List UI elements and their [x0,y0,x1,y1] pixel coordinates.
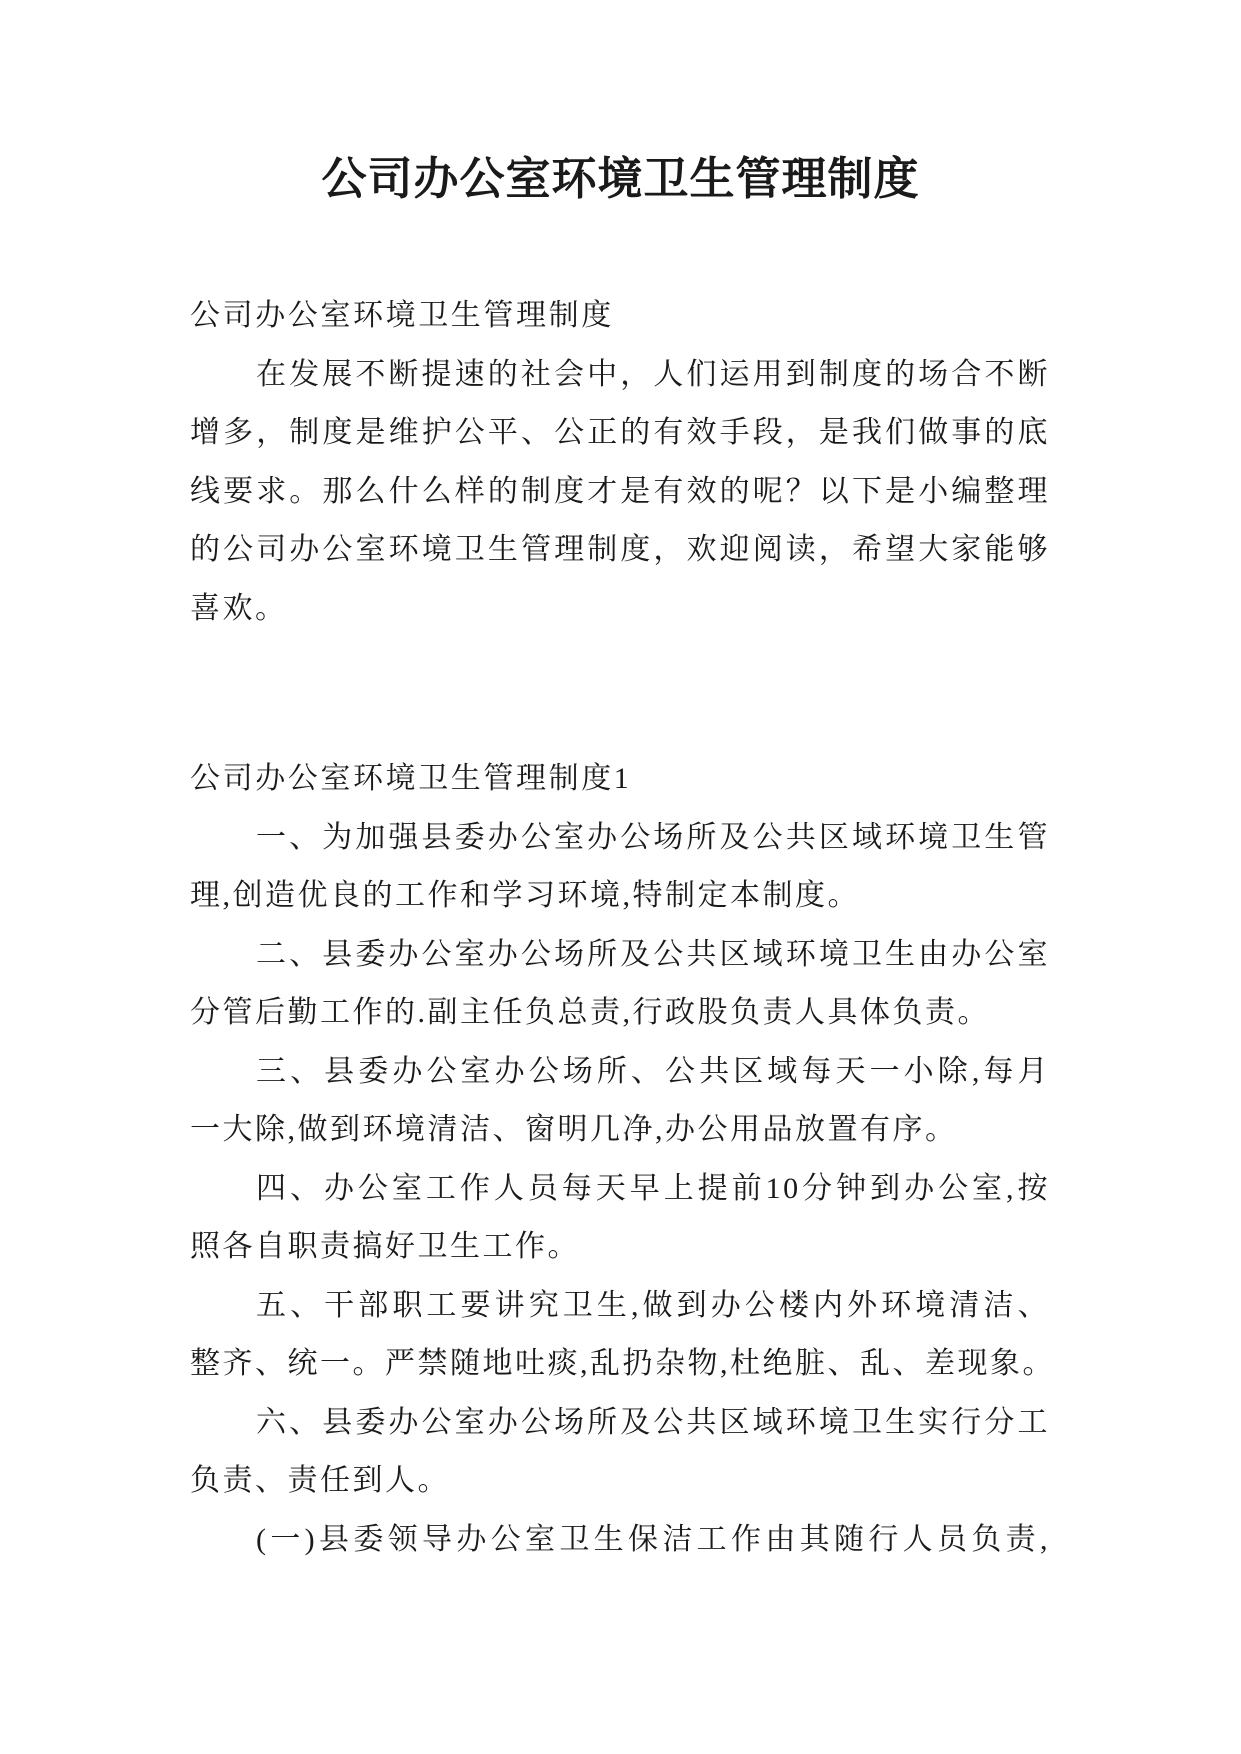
paragraph-line: 整齐、统一。严禁随地吐痰,乱扔杂物,杜绝脏、乱、差现象。 [190,1347,1055,1380]
paragraph-line: 理,创造优良的工作和学习环境,特制定本制度。 [190,879,860,912]
paragraph [190,1394,1050,1511]
paragraph-line: 增多，制度是维护公平、公正的有效手段，是我们做事的底 [190,416,1050,449]
section-heading: 公司办公室环境卫生管理制度1 [190,762,632,795]
section-heading: 公司办公室环境卫生管理制度 [190,299,614,332]
paragraph [190,809,1050,926]
paragraph-line: 线要求。那么什么样的制度才是有效的呢？以下是小编整理 [190,474,1050,508]
document-title: 公司办公室环境卫生管理制度 [321,154,920,204]
paragraph-line: 五、干部职工要讲究卫生,做到办公楼内外环境清洁、 [256,1288,1050,1322]
paragraph-line: 负责、责任到人。 [190,1464,450,1497]
regulation-section [190,750,1055,1569]
paragraph-line: 一大除,做到环境清洁、窗明几净,办公用品放置有序。 [190,1113,958,1146]
intro-section [190,287,1050,638]
paragraph-line: 三、县委办公室办公场所、公共区域每天一小除,每月 [256,1054,1050,1088]
paragraph-line: 分管后勤工作的.副主任负总责,行政股负责人具体负责。 [190,996,990,1029]
paragraph-line: 照各自职责搞好卫生工作。 [190,1230,580,1263]
paragraph-line: 四、办公室工作人员每天早上提前10分钟到办公室,按 [256,1171,1050,1205]
paragraph-line: (一)县委领导办公室卫生保洁工作由其随行人员负责, [256,1522,1050,1556]
paragraph-line: 六、县委办公室办公场所及公共区域环境卫生实行分工 [256,1405,1050,1439]
paragraph [190,1277,1055,1394]
paragraph-line: 喜欢。 [190,591,288,625]
paragraph [190,1043,1050,1160]
paragraph-line: 的公司办公室环境卫生管理制度，欢迎阅读，希望大家能够 [190,533,1050,566]
paragraph [190,1511,1050,1570]
paragraph-line: 一、为加强县委办公室办公场所及公共区域环境卫生管 [256,820,1050,854]
paragraph [190,346,1050,639]
paragraph-line: 二、县委办公室办公场所及公共区域环境卫生由办公室 [256,937,1050,971]
paragraph-line: 在发展不断提速的社会中，人们运用到制度的场合不断 [256,357,1050,391]
paragraph [190,1160,1050,1277]
paragraph [190,926,1050,1043]
